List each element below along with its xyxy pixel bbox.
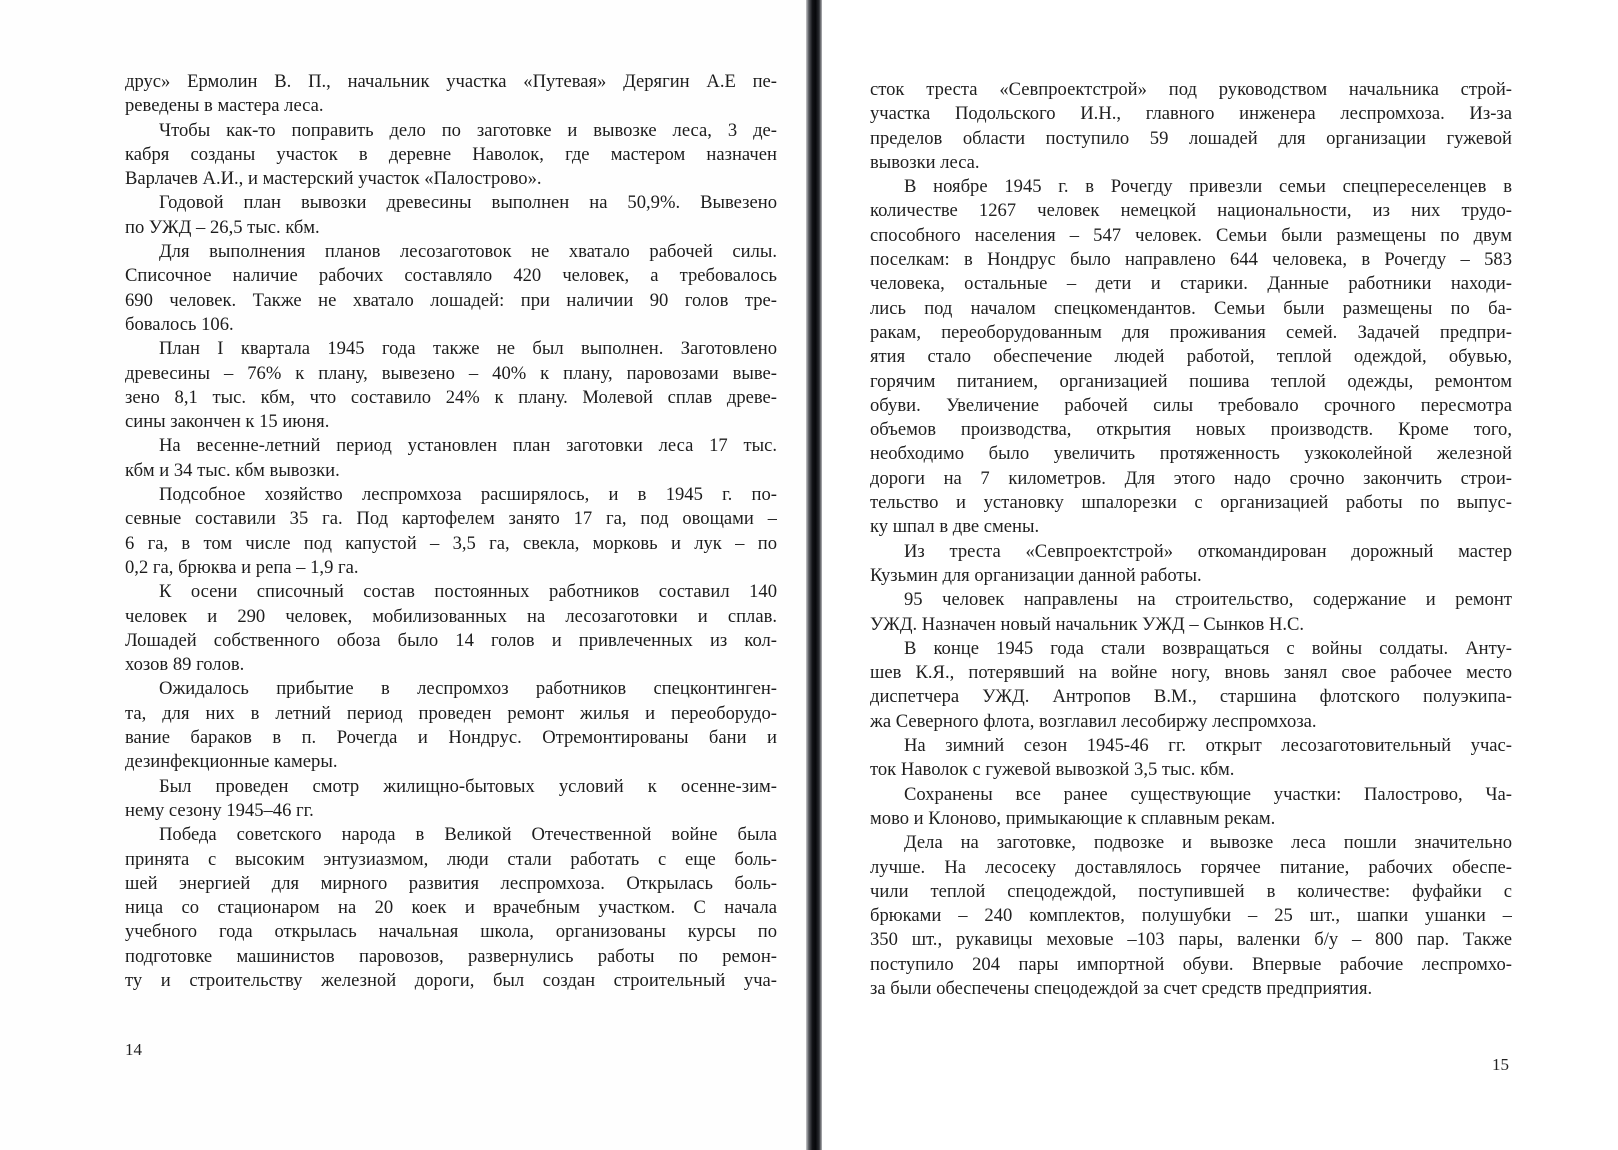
text-line: ток Наволок с гужевой вывозкой 3,5 тыс. кбм. [870,759,1235,781]
text-line: УЖД. Назначен новый начальник УЖД – Сынков Н.С. [870,613,1305,635]
text-line: Сохранены все ранее существующие участки: Палострово, Ча- [904,783,1512,805]
text-line: дороги на 7 километров. Для этого надо срочно закончить строи- [870,467,1512,489]
text-line: На зимний сезон 1945-46 гг. открыт лесозаготовительный учас- [904,735,1512,757]
text-line: реведены в мастера леса. [125,95,324,117]
text-line: человек и 290 человек, мобилизованных на лесозаготовки и сплав. [125,605,777,627]
text-line: шев К.Я., потерявший на войне ногу, вновь занял свое рабочее место [870,662,1512,684]
text-line: 6 га, в том числе под капустой – 3,5 га, свекла, морковь и лук – по [125,532,777,554]
right-page [822,0,1618,1150]
text-line: Чтобы как-то поправить дело по заготовке и вывозке леса, 3 де- [159,119,777,141]
text-line: Варлачев А.И., и мастерский участок «Палострово». [125,168,542,190]
text-line: поселкам: в Нондрус было направлено 644 человека, в Рочегду – 583 [870,249,1512,271]
text-line: В конце 1945 года стали возвращаться с войны солдаты. Анту- [904,637,1512,659]
text-line: лучше. На лесосеку доставлялось горячее питание, рабочих обеспе- [870,856,1512,878]
text-line: 350 шт., рукавицы меховые –103 пары, валенки б/у – 800 пар. Также [870,929,1512,951]
text-line: пределов области поступило 59 лошадей для организации гужевой [870,127,1512,149]
text-line: способного населения – 547 человек. Семьи были размещены по двум [870,224,1512,246]
left-page [0,0,808,1150]
text-line: количестве 1267 человек немецкой национальности, из них трудо- [870,200,1512,222]
text-line: кбм и 34 тыс. кбм вывозки. [125,459,340,481]
text-line: лись под началом спецкомендантов. Семьи были размещены по ба- [870,297,1512,319]
text-line: необходимо было увеличить протяженность узкоколейной железной [870,443,1512,465]
text-line: Годовой план вывозки древесины выполнен на 50,9%. Вывезено [159,192,777,214]
text-line: тельство и установку шпалорезки с организацией работы по выпус- [870,492,1512,514]
text-line: кабря созданы участок в деревне Наволок, где мастером назначен [125,143,777,165]
text-line: ница со стационаром на 20 коек и врачебным участком. С начала [125,897,777,919]
text-line: ракам, переоборудованным для проживания семей. Задачей предпри- [870,321,1512,343]
book-spine [806,0,822,1150]
text-line: по УЖД – 26,5 тыс. кбм. [125,216,320,238]
text-line: вывозки леса. [870,151,980,173]
text-line: объемов производства, открытия новых производств. Кроме того, [870,419,1512,441]
text-line: Для выполнения планов лесозаготовок не хватало рабочей силы. [159,241,777,263]
text-line: мово и Клоново, примыкающие к сплавным рекам. [870,807,1276,829]
text-line: Победа советского народа в Великой Отечественной войне была [159,824,777,846]
right-page-text [870,78,1512,1001]
text-line: хозов 89 голов. [125,654,245,676]
text-line: Из треста «Севпроектстрой» откомандирован дорожный мастер [904,540,1512,562]
left-page-text [125,70,777,993]
text-line: На весенне-летний период установлен план заготовки леса 17 тыс. [159,435,777,457]
text-line: дезинфекционные камеры. [125,751,338,773]
text-line: древесины – 76% к плану, вывезено – 40% к плану, паровозами выве- [125,362,777,384]
text-line: участка Подольского И.Н., главного инженера леспромхоза. Из-за [870,103,1512,125]
text-line: бовалось 106. [125,313,234,335]
text-line: Дела на заготовке, подвозке и вывозке леса пошли значительно [904,832,1512,854]
text-line: 0,2 га, брюква и репа – 1,9 га. [125,556,359,578]
text-line: севные составили 35 га. Под картофелем занято 17 га, под овощами – [125,508,777,530]
text-line: ку шпал в две смены. [870,516,1040,538]
text-line: Был проведен смотр жилищно-бытовых условий к осенне-зим- [159,775,777,797]
text-line: человека, остальные – дети и старики. Данные работники находи- [870,273,1512,295]
text-line: за были обеспечены спецодеждой за счет средств предприятия. [870,977,1373,999]
text-line: та, для них в летний период проведен ремонт жилья и переоборудо- [125,702,777,724]
text-line: сток треста «Севпроектстрой» под руководством начальника строй- [870,79,1512,100]
text-line: обуви. Увеличение рабочей силы требовало срочного пересмотра [870,394,1512,416]
text-line: поступило 204 пары импортной обуви. Впервые рабочие леспромхо- [870,953,1512,975]
text-line: Подсобное хозяйство леспромхоза расширялось, и в 1945 г. по- [159,484,777,506]
left-page-number: 14 [125,1040,142,1059]
text-line: чили теплой спецодеждой, поступившей в количестве: фуфайки с [870,880,1512,902]
text-line: ятия стало обеспечение людей работой, теплой одеждой, обувью, [870,346,1512,368]
text-line: 690 человек. Также не хватало лошадей: при наличии 90 голов тре- [125,289,777,311]
text-line: диспетчера УЖД. Антропов В.М., старшина флотского полуэкипа- [870,686,1512,708]
text-line: Лошадей собственного обоза было 14 голов и привлеченных из кол- [125,629,777,651]
text-line: горячим питанием, организацией пошива теплой одежды, ремонтом [870,370,1512,392]
text-line: жа Северного флота, возглавил лесобиржу леспромхоза. [870,710,1317,732]
text-line: подготовке машинистов паровозов, развернулись работы по ремон- [125,945,777,967]
text-line: В ноябре 1945 г. в Рочегду привезли семьи спецпереселенцев в [904,176,1512,198]
text-line: учебного года открылась начальная школа, организованы курсы по [125,921,777,943]
text-line: вание бараков в п. Рочегда и Нондрус. Отремонтированы бани и [125,727,777,749]
text-line: ту и строительству железной дороги, был создан строительный уча- [125,969,777,991]
right-page-number: 15 [1492,1055,1509,1074]
text-line: шей энергией для мирного развития леспромхоза. Открылась боль- [125,872,777,894]
text-line: Кузьмин для организации данной работы. [870,564,1202,586]
text-line: Списочное наличие рабочих составляло 420 человек, а требовалось [125,265,777,287]
text-line: брюками – 240 комплектов, полушубки – 25 шт., шапки ушанки – [870,905,1512,927]
text-line: друс» Ермолин В. П., начальник участка «Путевая» Дерягин А.Е пе- [125,71,777,92]
text-line: нему сезону 1945–46 гг. [125,799,314,821]
text-line: сины закончен к 15 июня. [125,411,330,433]
text-line: принята с высоким энтузиазмом, люди стали работать с еще боль- [125,848,777,870]
text-line: Ожидалось прибытие в леспромхоз работников спецконтинген- [159,678,777,700]
text-line: План I квартала 1945 года также не был выполнен. Заготовлено [159,338,777,360]
text-line: 95 человек направлены на строительство, содержание и ремонт [904,589,1512,611]
text-line: зено 8,1 тыс. кбм, что составило 24% к плану. Молевой сплав древе- [125,386,777,408]
text-line: К осени списочный состав постоянных работников составил 140 [159,581,777,603]
